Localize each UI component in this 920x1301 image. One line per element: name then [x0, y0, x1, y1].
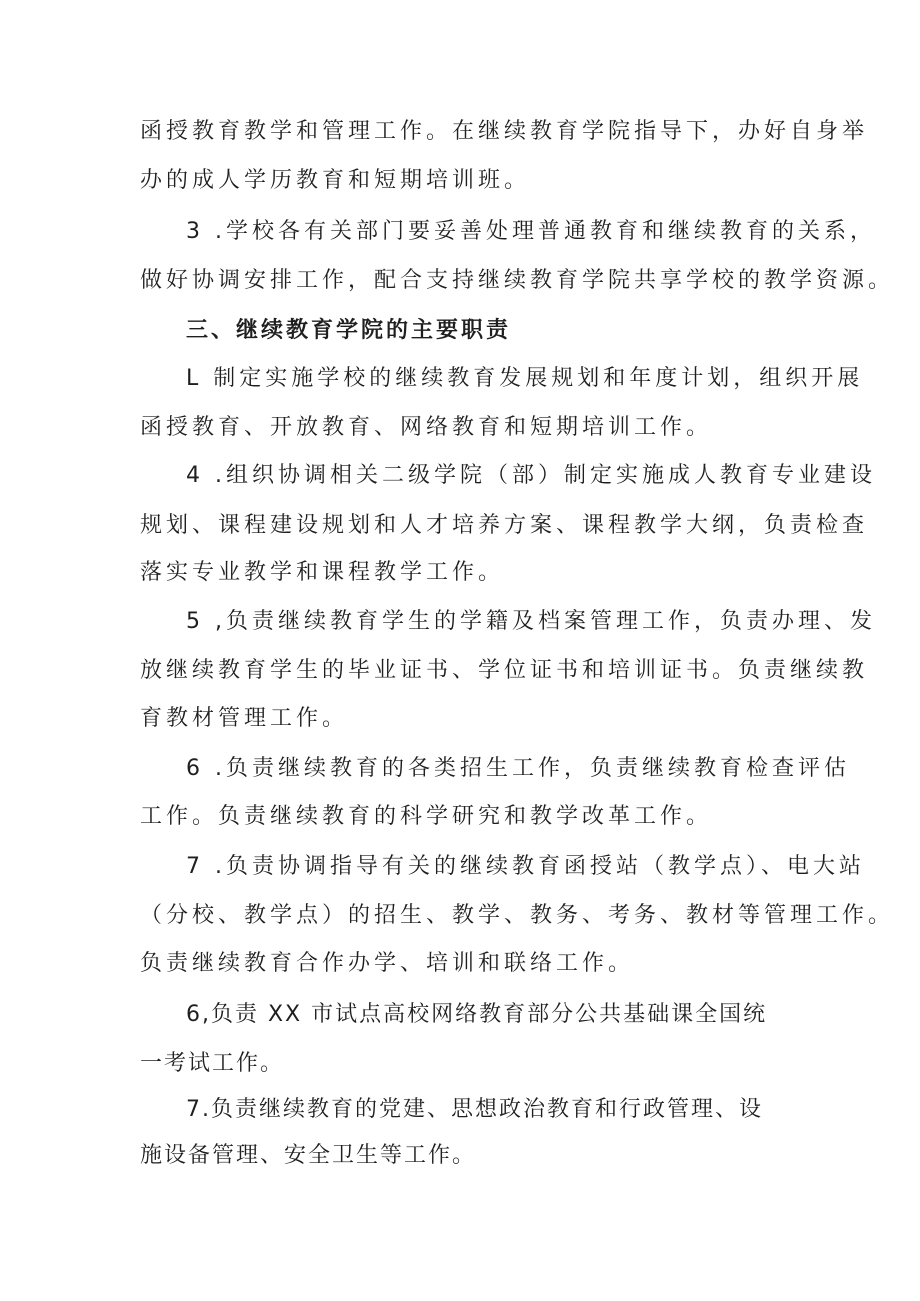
- text-line: 3 .学校各有关部门要妥善处理普通教育和继续教育的关系，: [186, 219, 876, 244]
- text-line: 一考试工作。: [140, 1051, 285, 1076]
- text-line: 规划、课程建设规划和人才培养方案、课程教学大纲，负责检查: [140, 513, 869, 538]
- text-line: 6,负责 XX 市试点高校网络教育部分公共基础课全国统: [186, 1002, 768, 1027]
- text-line: 函授教育教学和管理工作。在继续教育学院指导下，办好自身举: [140, 119, 869, 144]
- text-line: 4 .组织协调相关二级学院（部）制定实施成人教育专业建设: [186, 463, 876, 488]
- text-line: 工作。负责继续教育的科学研究和教学改革工作。: [140, 804, 713, 829]
- text-line: 负责继续教育合作办学、培训和联络工作。: [140, 951, 635, 976]
- text-line: 育教材管理工作。: [140, 706, 349, 731]
- text-line: 函授教育、开放教育、网络教育和短期培训工作。: [140, 415, 713, 440]
- text-line: L 制定实施学校的继续教育发展规划和年度计划，组织开展: [186, 366, 864, 391]
- text-line: 7.负责继续教育的党建、思想政治教育和行政管理、设: [186, 1097, 763, 1122]
- text-line: 办的成人学历教育和短期培训班。: [140, 168, 531, 193]
- section-heading: 三、继续教育学院的主要职责: [186, 318, 512, 343]
- text-line: 放继续教育学生的毕业证书、学位证书和培训证书。负责继续教: [140, 658, 869, 683]
- text-line: 落实专业教学和课程教学工作。: [140, 560, 505, 585]
- text-line: （分校、教学点）的招生、教学、教务、考务、教材等管理工作。: [140, 903, 895, 928]
- text-line: 施设备管理、安全卫生等工作。: [140, 1143, 477, 1168]
- text-line: 6 .负责继续教育的各类招生工作，负责继续教育检查评估: [186, 756, 850, 781]
- text-line: 5 ,负责继续教育学生的学籍及档案管理工作，负责办理、发: [186, 609, 876, 634]
- text-line: 做好协调安排工作，配合支持继续教育学院共享学校的教学资源。: [140, 268, 895, 293]
- text-line: 7 .负责协调指导有关的继续教育函授站（教学点）、电大站: [186, 854, 865, 879]
